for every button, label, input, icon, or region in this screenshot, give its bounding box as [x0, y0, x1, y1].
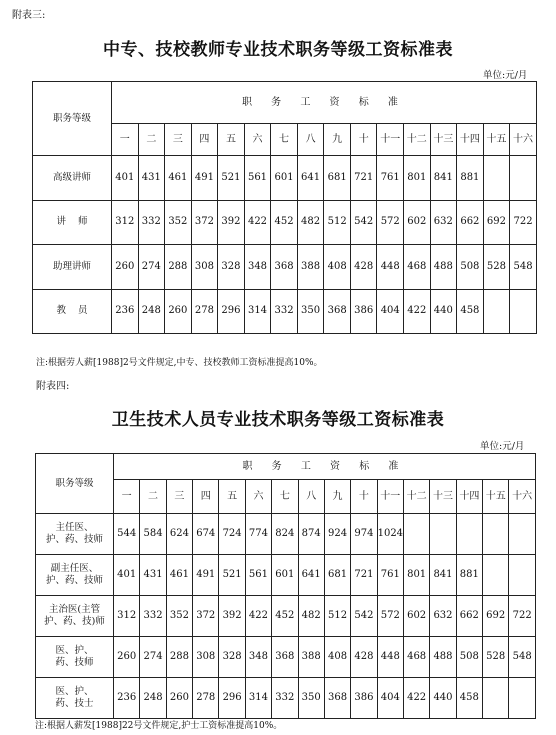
salary-cell: 401 — [112, 156, 139, 201]
salary-cell: 248 — [140, 678, 166, 719]
salary-cell: 824 — [272, 514, 298, 555]
salary-cell: 274 — [140, 637, 166, 678]
salary-cell: 722 — [509, 596, 536, 637]
row-title-line: 医、护、 — [55, 645, 94, 656]
salary-cell: 328 — [218, 245, 245, 290]
salary-cell: 408 — [324, 245, 351, 290]
table-row — [36, 555, 536, 596]
salary-cell: 260 — [166, 678, 192, 719]
salary-cell: 662 — [456, 596, 482, 637]
salary-cell: 491 — [193, 555, 219, 596]
salary-cell: 468 — [403, 637, 429, 678]
salary-cell: 641 — [298, 555, 324, 596]
salary-cell: 260 — [114, 637, 140, 678]
salary-cell: 308 — [193, 637, 219, 678]
salary-cell: 461 — [166, 555, 192, 596]
salary-cell: 368 — [271, 245, 298, 290]
table-row — [33, 289, 537, 334]
salary-cell: 422 — [404, 289, 431, 334]
row-title-line: 副主任医、 — [50, 563, 99, 574]
row-title-line: 主治医(主管 — [48, 604, 101, 615]
grade-header-cell: 六 — [244, 124, 271, 156]
grade-header-cell: 十一 — [377, 124, 404, 156]
salary-cell: 548 — [510, 245, 537, 290]
salary-standard-header: 职 务 工 资 标 准 — [114, 454, 536, 480]
grade-header-cell: 八 — [297, 124, 324, 156]
salary-cell: 601 — [271, 156, 298, 201]
salary-cell: 388 — [297, 245, 324, 290]
salary-cell: 512 — [324, 596, 350, 637]
salary-cell: 372 — [191, 200, 218, 245]
row-title-line: 护、药、技)师 — [44, 616, 105, 627]
grade-header-cell: 四 — [191, 124, 218, 156]
grade-header-cell: 三 — [165, 124, 192, 156]
salary-cell: 641 — [297, 156, 324, 201]
salary-cell: 874 — [298, 514, 324, 555]
salary-cell: 296 — [219, 678, 245, 719]
grade-header-cell: 十六 — [509, 480, 536, 514]
salary-cell: 761 — [377, 555, 403, 596]
salary-cell: 721 — [351, 555, 377, 596]
salary-cell: 248 — [138, 289, 165, 334]
salary-cell: 314 — [245, 678, 271, 719]
salary-cell: 431 — [138, 156, 165, 201]
grade-header-cell: 十四 — [456, 480, 482, 514]
salary-cell: 312 — [112, 200, 139, 245]
grade-header-cell: 五 — [218, 124, 245, 156]
grade-header-cell: 七 — [272, 480, 298, 514]
salary-cell: 692 — [483, 200, 510, 245]
row-title-line: 医、护、 — [55, 686, 94, 697]
salary-cell: 260 — [112, 245, 139, 290]
salary-cell: 401 — [114, 555, 140, 596]
row-title-cell: 教 员 — [33, 289, 112, 334]
grade-header-cell: 一 — [112, 124, 139, 156]
salary-cell: 508 — [456, 637, 482, 678]
salary-cell: 368 — [272, 637, 298, 678]
salary-cell: 488 — [430, 637, 456, 678]
grade-header-cell: 八 — [298, 480, 324, 514]
salary-cell: 521 — [219, 555, 245, 596]
salary-cell: 681 — [324, 156, 351, 201]
salary-cell: 288 — [165, 245, 192, 290]
grade-header-cell: 十二 — [403, 480, 429, 514]
grade-header-cell: 十 — [351, 480, 377, 514]
salary-cell: 278 — [191, 289, 218, 334]
table-row — [33, 156, 537, 201]
grade-header-cell: 十四 — [457, 124, 484, 156]
rank-header-cell: 职务等级 — [33, 82, 112, 156]
salary-cell: 386 — [351, 678, 377, 719]
salary-cell: 332 — [138, 200, 165, 245]
row-title-cell — [36, 596, 114, 637]
salary-cell: 528 — [483, 637, 509, 678]
salary-cell: 974 — [351, 514, 377, 555]
salary-cell: 662 — [457, 200, 484, 245]
salary-cell: 482 — [297, 200, 324, 245]
salary-cell: 681 — [324, 555, 350, 596]
salary-cell: 448 — [377, 245, 404, 290]
salary-cell: 352 — [165, 200, 192, 245]
salary-cell: 801 — [403, 555, 429, 596]
salary-cell: 584 — [140, 514, 166, 555]
salary-cell: 386 — [350, 289, 377, 334]
salary-cell: 278 — [193, 678, 219, 719]
salary-cell: 422 — [245, 596, 271, 637]
salary-cell: 692 — [483, 596, 509, 637]
salary-cell: 332 — [271, 289, 298, 334]
appendix-4-label: 附表四: — [36, 381, 70, 392]
table-4-note: 注:根据人薪发[1988]22号文件规定,护士工资标准提高10%。 — [35, 721, 283, 731]
row-title-line: 药、技师 — [55, 657, 94, 668]
salary-cell — [509, 678, 536, 719]
salary-cell: 350 — [297, 289, 324, 334]
salary-cell: 761 — [377, 156, 404, 201]
salary-cell: 624 — [166, 514, 192, 555]
salary-cell: 314 — [244, 289, 271, 334]
salary-cell — [430, 514, 456, 555]
salary-cell: 440 — [430, 678, 456, 719]
row-title-line: 护、药、技师 — [45, 575, 103, 586]
salary-cell: 288 — [166, 637, 192, 678]
row-title-cell — [36, 514, 114, 555]
salary-cell: 372 — [193, 596, 219, 637]
salary-cell: 482 — [298, 596, 324, 637]
table-4-title: 卫生技术人员专业技术职务等级工资标准表 — [111, 410, 445, 430]
salary-cell — [509, 555, 536, 596]
salary-standard-header: 职 务 工 资 标 准 — [112, 82, 537, 124]
salary-cell: 881 — [456, 555, 482, 596]
grade-header-cell: 十五 — [483, 124, 510, 156]
salary-cell: 428 — [351, 637, 377, 678]
salary-cell: 348 — [244, 245, 271, 290]
salary-cell — [510, 156, 537, 201]
salary-cell: 236 — [112, 289, 139, 334]
salary-cell: 632 — [430, 200, 457, 245]
grade-header-cell: 五 — [219, 480, 245, 514]
salary-cell — [483, 678, 509, 719]
salary-cell: 544 — [114, 514, 140, 555]
row-title-cell: 高级讲师 — [33, 156, 112, 201]
grade-header-cell: 十六 — [510, 124, 537, 156]
salary-cell — [483, 289, 510, 334]
salary-cell: 332 — [140, 596, 166, 637]
salary-cell: 404 — [377, 289, 404, 334]
salary-cell: 512 — [324, 200, 351, 245]
salary-cell: 428 — [350, 245, 377, 290]
grade-header-cell: 二 — [138, 124, 165, 156]
rank-header-cell: 职务等级 — [36, 454, 114, 514]
salary-cell: 521 — [218, 156, 245, 201]
table-row — [33, 245, 537, 290]
salary-cell: 841 — [430, 156, 457, 201]
table-3-unit: 单位:元/月 — [483, 70, 528, 81]
salary-cell: 332 — [272, 678, 298, 719]
grade-header-cell: 一 — [114, 480, 140, 514]
salary-cell — [483, 156, 510, 201]
table-row — [36, 596, 536, 637]
salary-cell: 448 — [377, 637, 403, 678]
salary-cell: 924 — [324, 514, 350, 555]
grade-header-cell: 三 — [166, 480, 192, 514]
salary-cell: 458 — [457, 289, 484, 334]
salary-cell — [403, 514, 429, 555]
table-4-unit: 单位:元/月 — [480, 441, 525, 452]
salary-cell: 392 — [218, 200, 245, 245]
grade-header-cell: 二 — [140, 480, 166, 514]
salary-cell: 392 — [219, 596, 245, 637]
grade-header-cell: 七 — [271, 124, 298, 156]
salary-cell: 724 — [219, 514, 245, 555]
health-salary-table — [35, 453, 536, 719]
salary-cell: 721 — [350, 156, 377, 201]
salary-cell: 431 — [140, 555, 166, 596]
salary-cell: 440 — [430, 289, 457, 334]
salary-cell: 274 — [138, 245, 165, 290]
salary-cell: 368 — [324, 678, 350, 719]
salary-cell: 408 — [324, 637, 350, 678]
salary-cell: 350 — [298, 678, 324, 719]
grade-header-cell: 六 — [245, 480, 271, 514]
salary-cell: 572 — [377, 596, 403, 637]
table-row — [36, 678, 536, 719]
row-title-cell: 讲 师 — [33, 200, 112, 245]
salary-cell — [510, 289, 537, 334]
salary-cell — [509, 514, 536, 555]
row-title-line: 护、药、技师 — [45, 534, 103, 545]
grade-header-cell: 十五 — [483, 480, 509, 514]
salary-cell — [483, 514, 509, 555]
salary-cell: 632 — [430, 596, 456, 637]
grade-header-cell: 四 — [193, 480, 219, 514]
salary-cell: 722 — [510, 200, 537, 245]
salary-cell: 388 — [298, 637, 324, 678]
salary-cell — [483, 555, 509, 596]
salary-cell — [456, 514, 482, 555]
salary-cell: 488 — [430, 245, 457, 290]
grade-header-cell: 十一 — [377, 480, 403, 514]
salary-cell: 352 — [166, 596, 192, 637]
salary-cell: 452 — [272, 596, 298, 637]
grade-header-cell: 十 — [350, 124, 377, 156]
salary-cell: 452 — [271, 200, 298, 245]
salary-cell: 468 — [404, 245, 431, 290]
table-row — [36, 514, 536, 555]
row-title-line: 药、技士 — [55, 698, 94, 709]
salary-cell: 881 — [457, 156, 484, 201]
table-3-note: 注:根据劳人薪[1988]2号文件规定,中专、技校教师工资标准提高10%。 — [36, 358, 323, 368]
salary-cell: 561 — [245, 555, 271, 596]
teacher-salary-table — [32, 81, 537, 334]
salary-cell: 312 — [114, 596, 140, 637]
salary-cell: 542 — [351, 596, 377, 637]
grade-header-cell: 十二 — [404, 124, 431, 156]
salary-cell: 528 — [483, 245, 510, 290]
salary-cell: 1024 — [377, 514, 403, 555]
salary-cell: 542 — [350, 200, 377, 245]
grade-header-cell: 九 — [324, 480, 350, 514]
salary-cell: 236 — [114, 678, 140, 719]
salary-cell: 602 — [403, 596, 429, 637]
salary-cell: 308 — [191, 245, 218, 290]
salary-cell: 422 — [244, 200, 271, 245]
salary-cell: 508 — [457, 245, 484, 290]
salary-cell: 260 — [165, 289, 192, 334]
salary-cell: 491 — [191, 156, 218, 201]
row-title-line: 主任医、 — [55, 522, 94, 533]
salary-cell: 774 — [245, 514, 271, 555]
salary-cell: 422 — [403, 678, 429, 719]
salary-cell: 601 — [272, 555, 298, 596]
table-row — [36, 637, 536, 678]
salary-cell: 841 — [430, 555, 456, 596]
salary-cell: 602 — [404, 200, 431, 245]
salary-cell: 572 — [377, 200, 404, 245]
table-3-title: 中专、技校教师专业技术职务等级工资标准表 — [103, 40, 453, 60]
salary-cell: 296 — [218, 289, 245, 334]
appendix-3-label: 附表三: — [12, 10, 46, 21]
salary-cell: 548 — [509, 637, 536, 678]
grade-header-cell: 十三 — [430, 480, 456, 514]
grade-header-cell: 十三 — [430, 124, 457, 156]
salary-cell: 801 — [404, 156, 431, 201]
row-title-cell: 助理讲师 — [33, 245, 112, 290]
table-row — [33, 200, 537, 245]
salary-cell: 461 — [165, 156, 192, 201]
grade-header-cell: 九 — [324, 124, 351, 156]
row-title-cell — [36, 637, 114, 678]
salary-cell: 561 — [244, 156, 271, 201]
row-title-cell — [36, 555, 114, 596]
salary-cell: 368 — [324, 289, 351, 334]
row-title-cell — [36, 678, 114, 719]
salary-cell: 348 — [245, 637, 271, 678]
salary-cell: 458 — [456, 678, 482, 719]
salary-cell: 404 — [377, 678, 403, 719]
salary-cell: 328 — [219, 637, 245, 678]
salary-cell: 674 — [193, 514, 219, 555]
